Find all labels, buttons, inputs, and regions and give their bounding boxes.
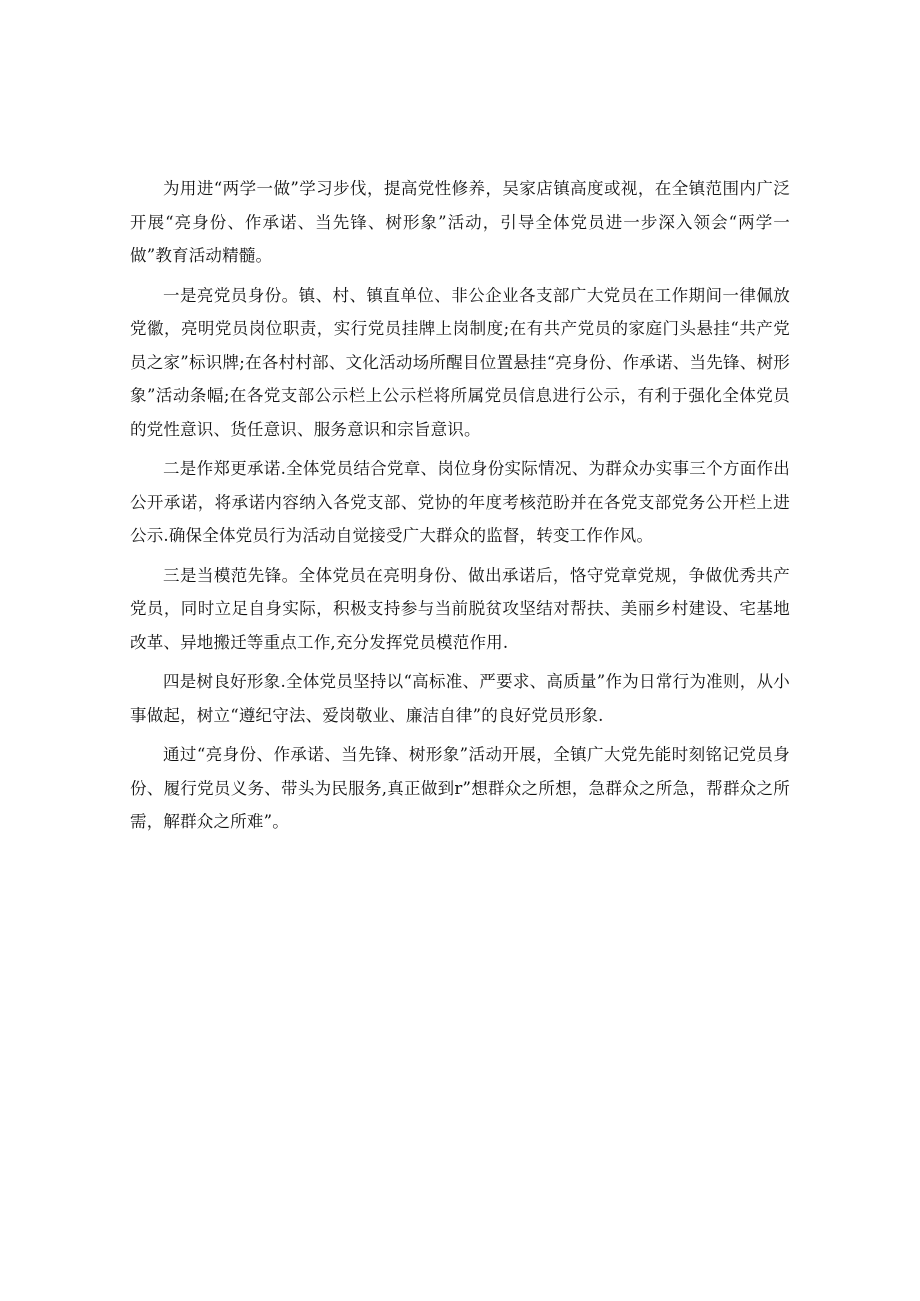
paragraph-point-2: 二是作郑更承诺.全体党员结合党章、岗位身份实际情况、为群众办实事三个方面作出公开承诺，将承诺内容纳入各党支部、党协的年度考核范盼并在各党支部党务公开栏上进公示.确保全体党员行为活动自觉接受广大群众的监督，转变工作作风。 (130, 459, 790, 545)
paragraph-intro: 为用进“两学一做”学习步伐，提高党性修养，吴家店镇高度或视，在全镇范围内广泛开展“亮身份、作承诺、当先锋、树形象”活动，引导全体党员进一步深入领会“两学一做”教育活动精髓。 (130, 179, 790, 265)
document-body (130, 172, 790, 845)
paragraph-point-3: 三是当模范先锋。全体党员在亮明身份、做出承诺后，恪守党章党规，争做优秀共产党员，同时立足自身实际，积极支持参与当前脱贫攻坚结对帮扶、美丽乡村建设、宅基地改革、异地搬迁等重点工作,充分发挥党员模范作用. (130, 565, 790, 652)
paragraph-point-4: 四是树良好形象.全体党员坚持以“高标准、严要求、高质量”作为日常行为准则，从小事做起，树立“遵纪守法、爱岗敬业、廉洁自律”的良好党员形象. (130, 672, 790, 725)
paragraph-point-1: 一是亮党员身份。镇、村、镇直单位、非公企业各支部广大党员在工作期间一律佩放党徽，亮明党员岗位职责，实行党员挂牌上岗制度;在有共产党员的家庭门头悬挂“共产党员之家”标识牌;在各村村部、文化活动场所醒目位置悬挂“亮身份、作承诺、当先锋、树形象”活动条幅;在各党支部公示栏上公示栏将所属党员信息进行公示，有利于强化全体党员的党性意识、货任意识、服务意识和宗旨意识。 (130, 285, 790, 439)
paragraph-conclusion: 通过“亮身份、作承诺、当先锋、树形象”活动开展，全镇广大党先能时刻铭记党员身份、履行党员义务、带头为民服务,真正做到r”想群众之所想，急群众之所急，帮群众之所需，解群众之所难”。 (130, 745, 790, 831)
